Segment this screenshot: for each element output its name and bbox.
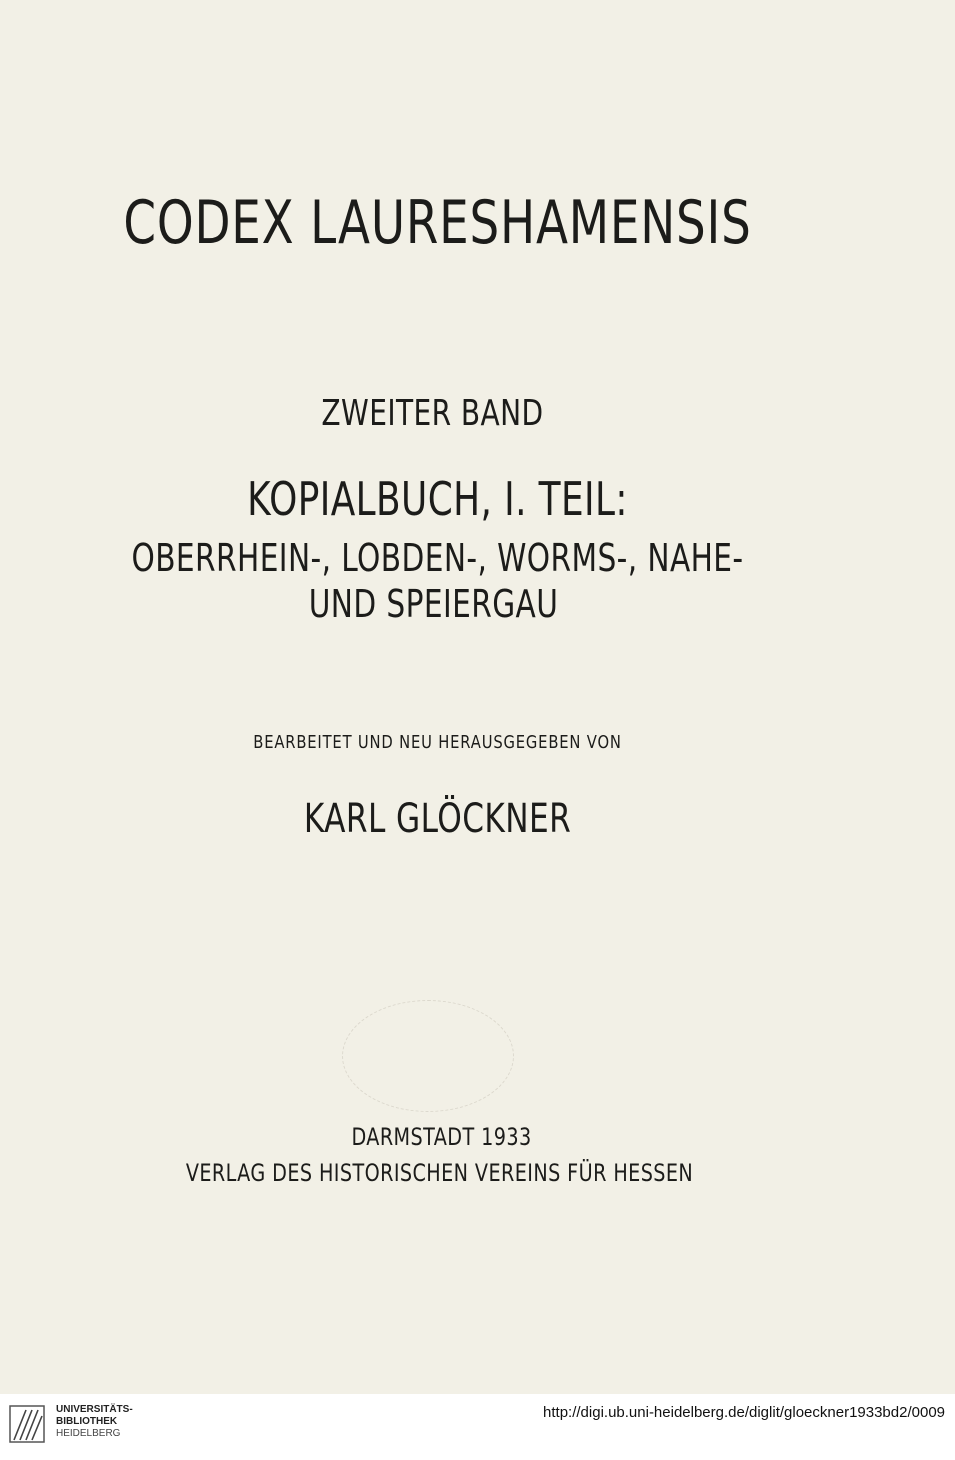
library-name-line-3: HEIDELBERG xyxy=(56,1428,121,1439)
regions-line-2: UND SPEIERGAU xyxy=(308,582,559,626)
part-heading: KOPIALBUCH, I. TEIL: xyxy=(247,472,628,526)
faded-library-stamp xyxy=(342,1000,514,1112)
edited-by-line: BEARBEITET UND NEU HERAUSGEGEBEN VON xyxy=(253,732,622,753)
library-name xyxy=(56,1404,133,1440)
place-year: DARMSTADT 1933 xyxy=(351,1123,532,1151)
library-name-line-1: UNIVERSITÄTS- xyxy=(56,1404,133,1415)
author-name: KARL GLÖCKNER xyxy=(303,796,572,842)
regions-line-1: OBERRHEIN-, LOBDEN-, WORMS-, NAHE- xyxy=(131,536,744,580)
volume-label: ZWEITER BAND xyxy=(321,393,544,434)
book-title: CODEX LAURESHAMENSIS xyxy=(123,188,752,258)
viewer-footer xyxy=(0,1394,955,1460)
university-library-logo-icon xyxy=(8,1402,48,1446)
publisher-line: VERLAG DES HISTORISCHEN VEREINS FÜR HESSEN xyxy=(185,1159,694,1187)
permalink-url[interactable]: http://digi.ub.uni-heidelberg.de/diglit/gloeckner1933bd2/0009 xyxy=(543,1404,945,1421)
library-name-line-2: BIBLIOTHEK xyxy=(56,1416,118,1427)
